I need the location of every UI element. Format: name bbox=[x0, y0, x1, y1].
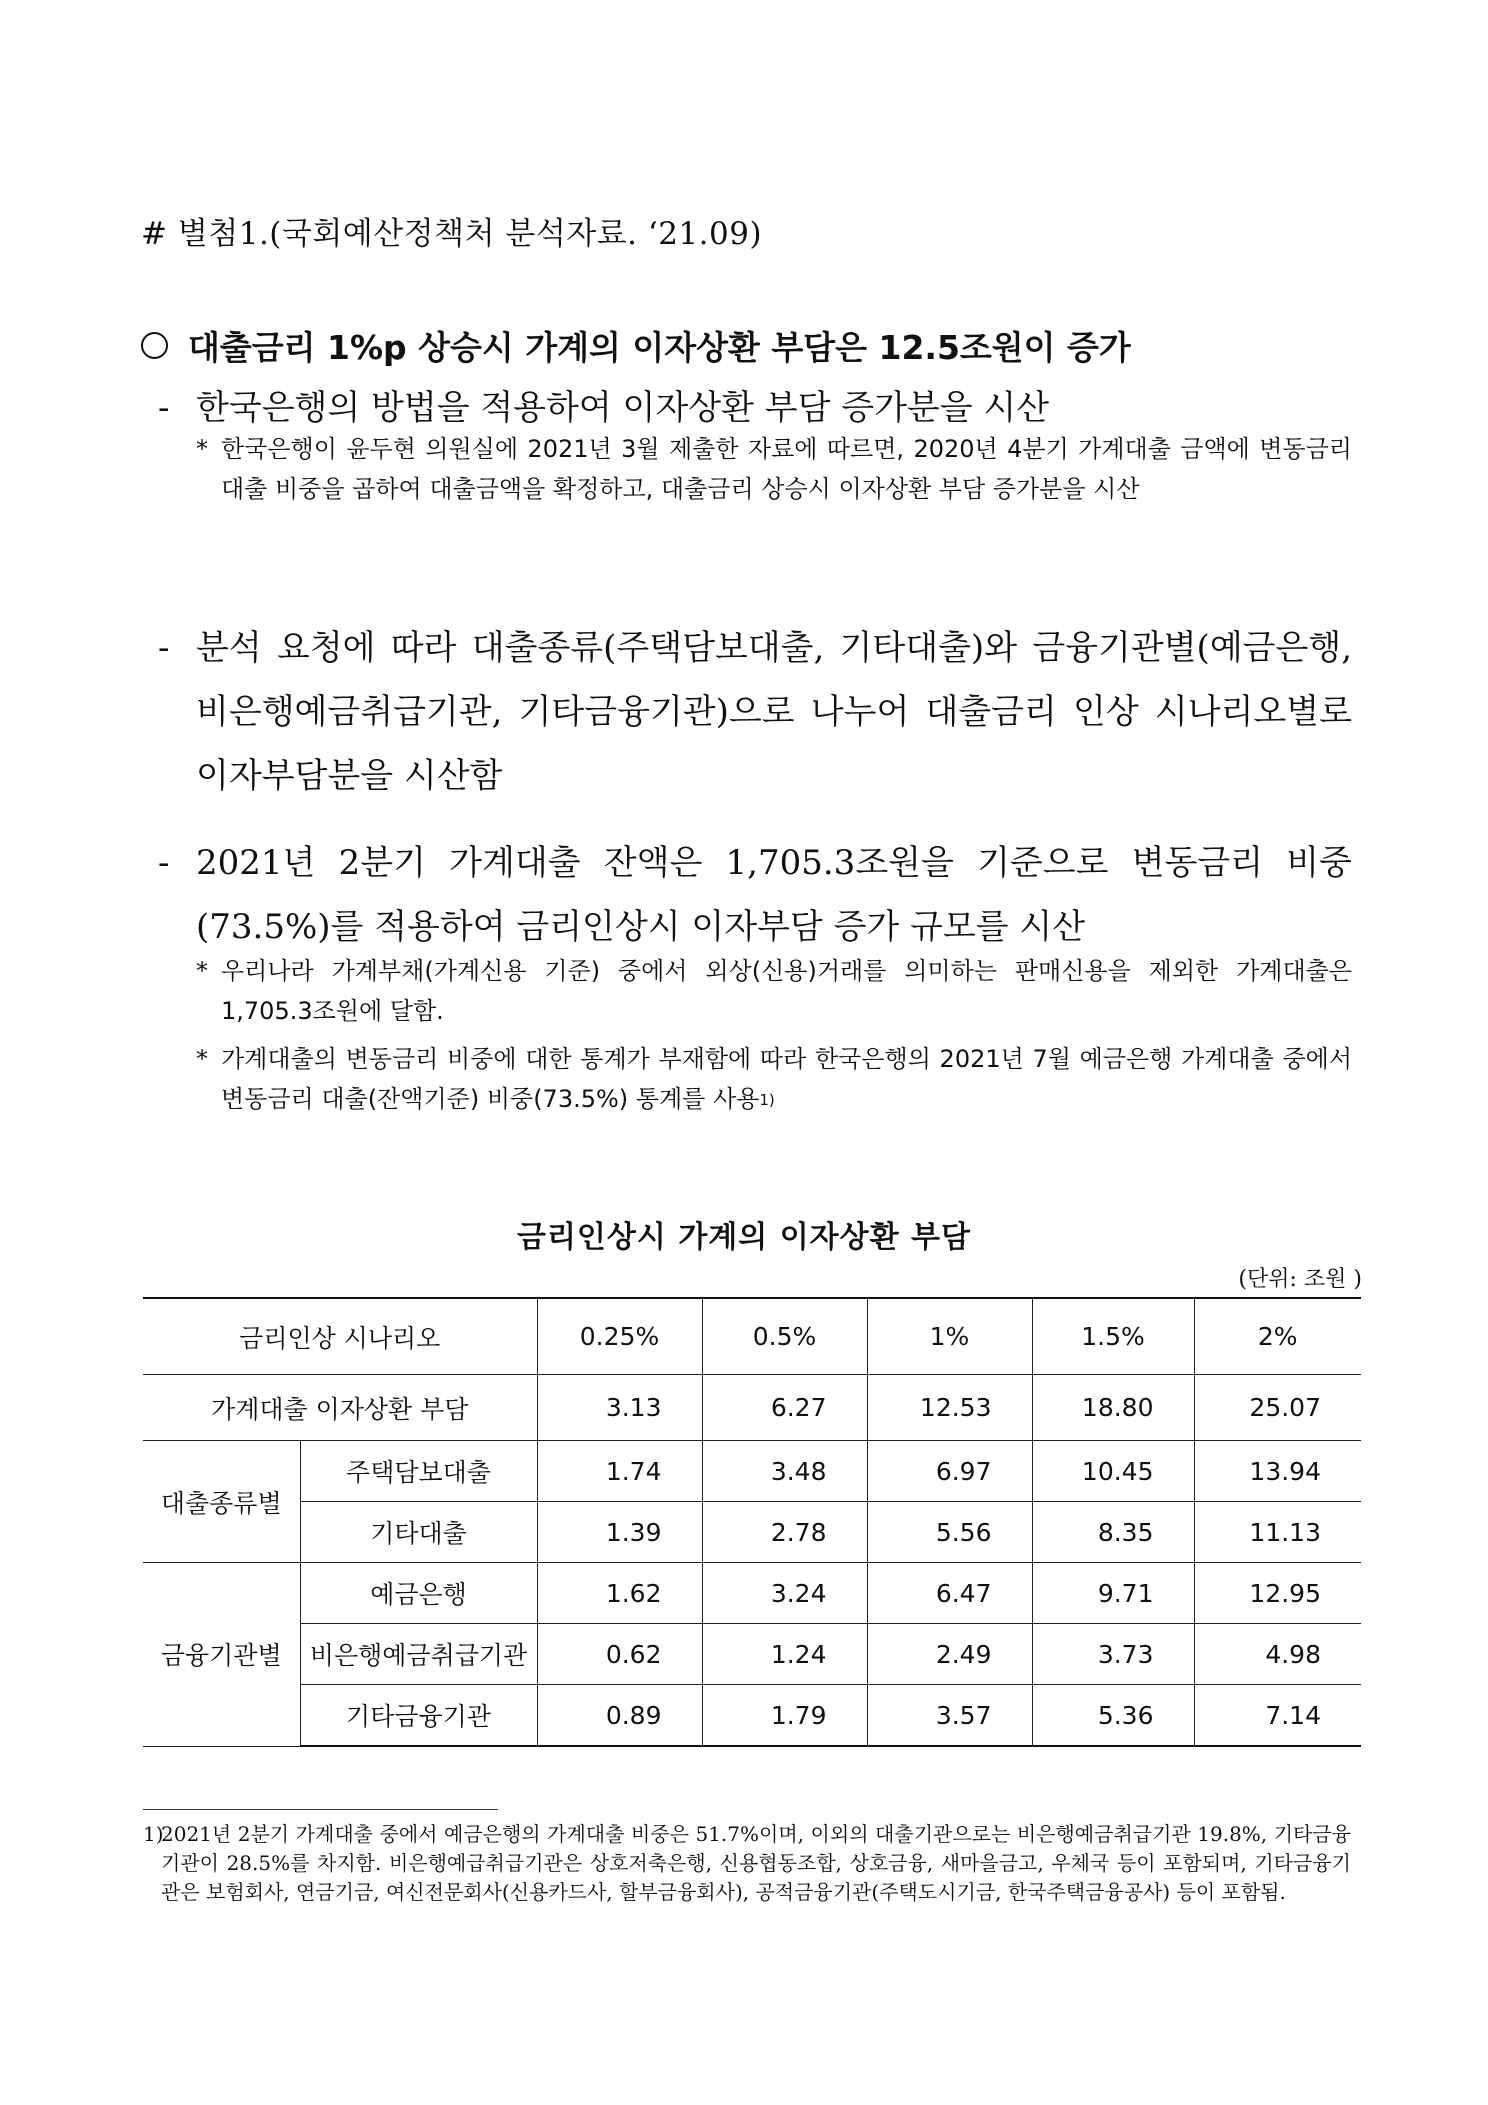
paragraph-2 bbox=[158, 616, 1352, 808]
attachment-header: # 별첨1.(국회예산정책처 분석자료. ‘21.09) bbox=[141, 216, 763, 252]
value-cell: 2.49 bbox=[867, 1624, 1032, 1685]
value-cell: 5.56 bbox=[867, 1502, 1032, 1563]
group-label-cell: 대출종류별 bbox=[143, 1441, 300, 1563]
dash-bullet: - bbox=[158, 388, 170, 428]
value-cell: 5.36 bbox=[1032, 1685, 1194, 1747]
value-cell: 4.98 bbox=[1194, 1624, 1361, 1685]
table-row bbox=[143, 1563, 1361, 1624]
value-cell: 1.39 bbox=[537, 1502, 702, 1563]
note-text bbox=[196, 1039, 1352, 1120]
value-cell: 13.94 bbox=[1194, 1441, 1361, 1502]
value-cell: 0.89 bbox=[537, 1685, 702, 1747]
scenario-cell: 1.5% bbox=[1032, 1298, 1194, 1375]
scenario-cell: 2% bbox=[1194, 1298, 1361, 1375]
scenario-cell: 1% bbox=[867, 1298, 1032, 1375]
value-cell: 0.62 bbox=[537, 1624, 702, 1685]
asterisk-bullet: * bbox=[196, 1045, 208, 1073]
value-cell: 6.47 bbox=[867, 1563, 1032, 1624]
footnote-ref[interactable]: 1) bbox=[759, 1091, 775, 1109]
footnote-number: 1) bbox=[143, 1822, 164, 1846]
value-cell: 1.24 bbox=[702, 1624, 867, 1685]
note-3-1 bbox=[196, 951, 1352, 1031]
table-row bbox=[143, 1624, 1361, 1685]
table-header-row bbox=[143, 1298, 1361, 1375]
value-cell: 1.79 bbox=[702, 1685, 867, 1747]
paragraph-text: 2021년 2분기 가계대출 잔액은 1,705.3조원을 기준으로 변동금리 비중(73.5%)를 적용하여 금리인상시 이자부담 증가 규모를 시산 bbox=[196, 843, 1352, 947]
table-unit: (단위: 조원 ) bbox=[1238, 1267, 1362, 1292]
footnote-separator bbox=[143, 1809, 498, 1810]
value-cell: 2.78 bbox=[702, 1502, 867, 1563]
section-heading bbox=[141, 322, 1131, 369]
table-row bbox=[143, 1685, 1361, 1747]
value-cell: 25.07 bbox=[1194, 1375, 1361, 1441]
row-label-cell: 가계대출 이자상환 부담 bbox=[143, 1375, 537, 1441]
note-1-1 bbox=[196, 429, 1352, 509]
note-3-2 bbox=[196, 1039, 1352, 1120]
scenario-cell: 0.5% bbox=[702, 1298, 867, 1375]
value-cell: 6.27 bbox=[702, 1375, 867, 1441]
value-cell: 6.97 bbox=[867, 1441, 1032, 1502]
value-cell: 1.62 bbox=[537, 1563, 702, 1624]
value-cell: 3.48 bbox=[702, 1441, 867, 1502]
value-cell: 9.71 bbox=[1032, 1563, 1194, 1624]
value-cell: 12.53 bbox=[867, 1375, 1032, 1441]
note-text-content: 가계대출의 변동금리 비중에 대한 통계가 부재함에 따라 한국은행의 2021년 7월 예금은행 가계대출 중에서 변동금리 대출(잔액기준) 비중(73.5%) 통계를 사용 bbox=[221, 1045, 1352, 1113]
note-text: 한국은행이 윤두현 의원실에 2021년 3월 제출한 자료에 따르면, 2020년 4분기 가계대출 금액에 변동금리 대출 비중을 곱하여 대출금액을 확정하고, 대출금리 상승시 이자상환 부담 증가분을 시산 bbox=[221, 435, 1352, 503]
value-cell: 18.80 bbox=[1032, 1375, 1194, 1441]
row-label-cell: 예금은행 bbox=[300, 1563, 537, 1624]
paragraph-text: 한국은행의 방법을 적용하여 이자상환 부담 증가분을 시산 bbox=[196, 388, 1050, 428]
paragraph-text: 분석 요청에 따라 대출종류(주택담보대출, 기타대출)와 금융기관별(예금은행, 비은행예금취급기관, 기타금융기관)으로 나누어 대출금리 인상 시나리오별로 이자부담분을 시산함 bbox=[196, 628, 1352, 796]
dash-bullet: - bbox=[158, 843, 170, 883]
value-cell: 3.57 bbox=[867, 1685, 1032, 1747]
row-label-cell: 기타대출 bbox=[300, 1502, 537, 1563]
section-heading-text: 대출금리 1%p 상승시 가계의 이자상환 부담은 12.5조원이 증가 bbox=[188, 328, 1131, 367]
value-cell: 3.73 bbox=[1032, 1624, 1194, 1685]
asterisk-bullet: * bbox=[196, 435, 208, 463]
row-label-cell: 주택담보대출 bbox=[300, 1441, 537, 1502]
value-cell: 3.24 bbox=[702, 1563, 867, 1624]
value-cell: 8.35 bbox=[1032, 1502, 1194, 1563]
row-label-cell: 비은행예금취급기관 bbox=[300, 1624, 537, 1685]
footnote-text: 2021년 2분기 가계대출 중에서 예금은행의 가계대출 비중은 51.7%이며, 이외의 대출기관으로는 비은행예금취급기관 19.8%, 기타금융기관이 28.5%를 차지함. 비은행예급취급기관은 상호저축은행, 신용협동조합, 상호금융, 새마을금고, 우체국 등이 포함되며, 기타금융기관은 보험회사, 연금기금, 여신전문회사(신용카드사, 할부금융회사), 공적금융기관(주택도시기금, 한국주택금융공사) 등이 포함됨. bbox=[161, 1822, 1351, 1904]
scenario-cell: 0.25% bbox=[537, 1298, 702, 1375]
dash-bullet: - bbox=[158, 628, 170, 668]
paragraph-3 bbox=[158, 831, 1352, 959]
value-cell: 1.74 bbox=[537, 1441, 702, 1502]
group-label-cell: 금융기관별 bbox=[143, 1563, 300, 1747]
table-row bbox=[143, 1375, 1361, 1441]
value-cell: 12.95 bbox=[1194, 1563, 1361, 1624]
asterisk-bullet: * bbox=[196, 957, 208, 985]
value-cell: 7.14 bbox=[1194, 1685, 1361, 1747]
value-cell: 3.13 bbox=[537, 1375, 702, 1441]
value-cell: 10.45 bbox=[1032, 1441, 1194, 1502]
interest-burden-table bbox=[143, 1297, 1361, 1747]
footnote bbox=[143, 1820, 1351, 1907]
table-title: 금리인상시 가계의 이자상환 부담 bbox=[516, 1220, 972, 1255]
value-cell: 11.13 bbox=[1194, 1502, 1361, 1563]
circle-bullet-icon bbox=[141, 332, 168, 359]
table-row bbox=[143, 1502, 1361, 1563]
scenario-label-cell: 금리인상 시나리오 bbox=[143, 1298, 537, 1375]
table-row bbox=[143, 1441, 1361, 1502]
row-label-cell: 기타금융기관 bbox=[300, 1685, 537, 1747]
note-text: 우리나라 가계부채(가계신용 기준) 중에서 외상(신용)거래를 의미하는 판매신용을 제외한 가계대출은 1,705.3조원에 달함. bbox=[221, 957, 1352, 1025]
